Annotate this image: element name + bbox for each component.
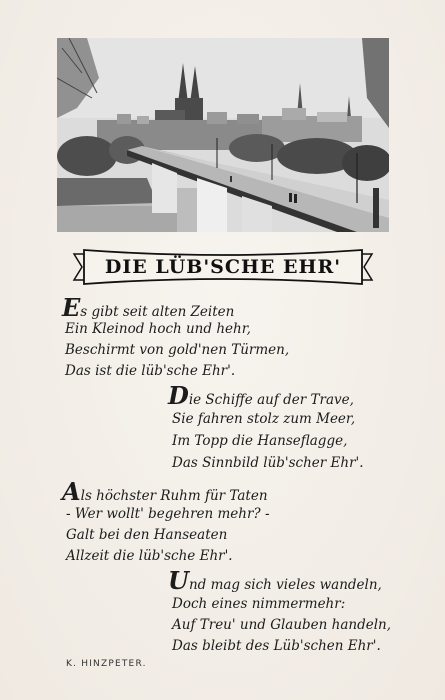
stanza-1-line-1-text: s gibt seit alten Zeiten xyxy=(80,304,235,320)
stanza-2-line-3: Im Topp die Hanseflagge, xyxy=(172,433,348,449)
stanza-4-line-3: Auf Treu' und Glauben handeln, xyxy=(172,617,392,633)
stanza-4-line-1 xyxy=(168,566,382,595)
stanza-2-initial: D xyxy=(168,381,189,410)
stanza-4-initial: U xyxy=(168,566,189,595)
stanza-1-line-3: Beschirmt von gold'nen Türmen, xyxy=(65,342,290,358)
stanza-3-line-4: Allzeit die lüb'sche Ehr'. xyxy=(66,548,233,564)
stanza-1-line-1 xyxy=(62,293,235,322)
author-credit: K. HINZPETER. xyxy=(66,659,147,669)
stanza-4-line-1-text: nd mag sich vieles wandeln, xyxy=(188,577,382,593)
stanza-2-line-2: Sie fahren stolz zum Meer, xyxy=(172,411,356,427)
stanza-3-line-1 xyxy=(62,477,268,506)
stanza-2-line-1 xyxy=(168,381,354,410)
stanza-2-line-4: Das Sinnbild lüb'scher Ehr'. xyxy=(172,455,364,471)
stanza-4-line-2: Doch eines nimmermehr: xyxy=(172,596,346,612)
stanza-4-line-4: Das bleibt des Lüb'schen Ehr'. xyxy=(172,638,381,654)
stanza-1-line-4: Das ist die lüb'sche Ehr'. xyxy=(65,363,236,379)
title-banner xyxy=(72,248,374,288)
stanza-3-line-2: - Wer wollt' begehren mehr? - xyxy=(66,506,270,522)
stanza-1-line-2: Ein Kleinod hoch und hehr, xyxy=(65,321,251,337)
stanza-3-line-1-text: ls höchster Ruhm für Taten xyxy=(80,488,268,504)
stanza-1-initial: E xyxy=(62,293,81,322)
city-bridge-photo xyxy=(57,38,389,232)
stanza-2-line-1-text: ie Schiffe auf der Trave, xyxy=(188,392,354,408)
stanza-3-line-3: Galt bei den Hanseaten xyxy=(66,527,228,543)
poem-title: DIE LÜB'SCHE EHR' xyxy=(104,256,342,278)
stanza-3-initial: A xyxy=(62,477,81,506)
